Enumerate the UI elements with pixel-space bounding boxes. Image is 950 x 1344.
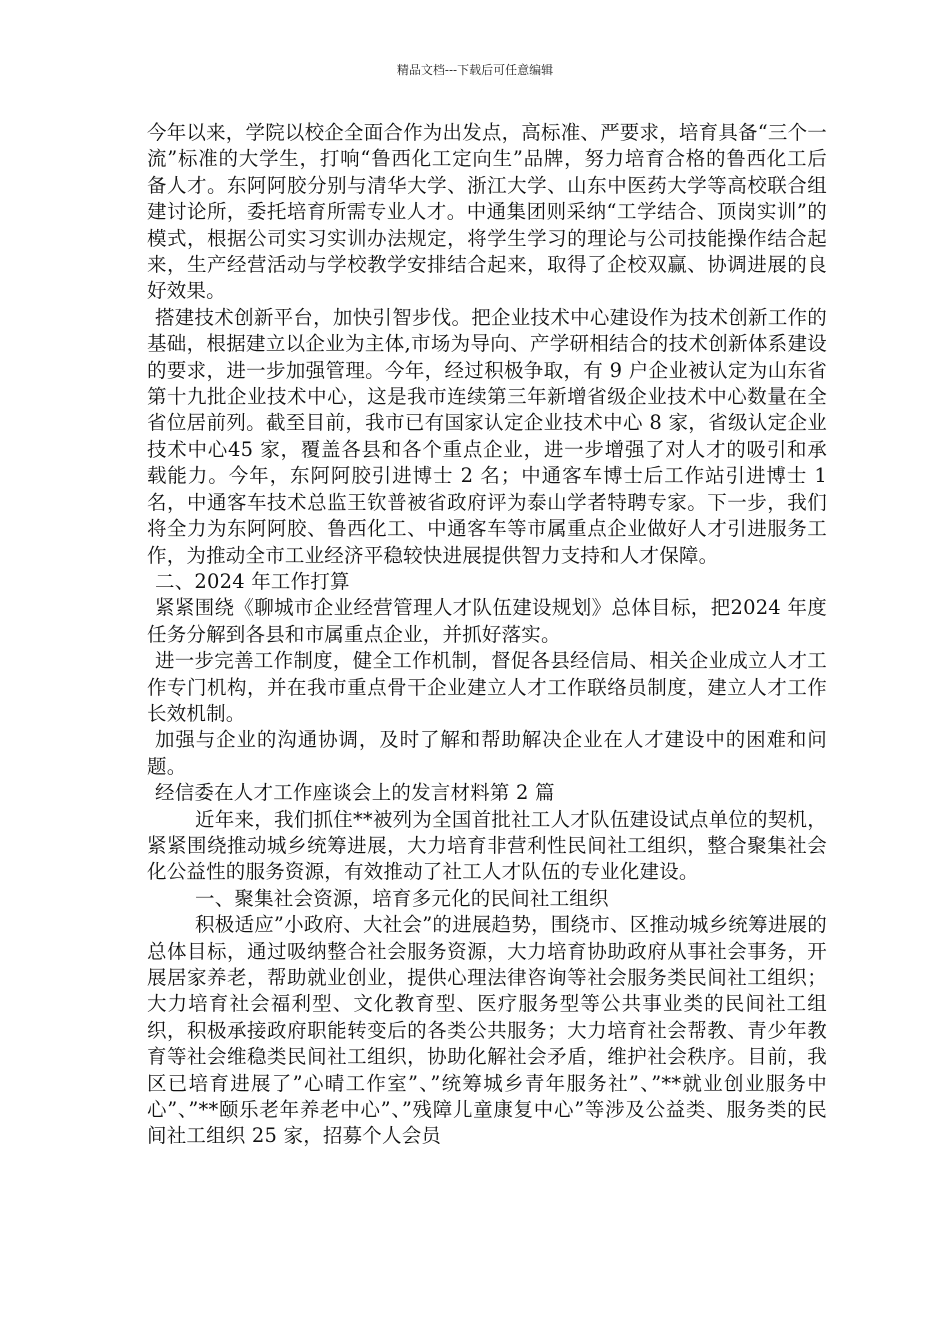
paragraph-part2-intro: 近年来，我们抓住**被列为全国首批社工人才队伍建设试点单位的契机，紧紧围绕推动城乡统筹进展，大力培育非营利性民间社工组织，整合聚集社会化公益性的服务资源，有效推动了社工人才队伍的专业化建设。 bbox=[147, 807, 827, 884]
paragraph-resources: 积极适应”小政府、大社会”的进展趋势，围绕市、区推动城乡统筹进展的总体目标，通过吸纳整合社会服务资源，大力培育协助政府从事社会事务，开展居家养老，帮助就业创业，提供心理法律咨询等社会服务类民间社工组织；大力培育社会福利型、文化教育型、医疗服务型等公共事业类的民间社工组织，积极承接政府职能转变后的各类公共服务；大力培育社会帮教、青少年教育等社会维稳类民间社工组织，协助化解社会矛盾，维护社会秩序。目前，我区已培育进展了”心晴工作室”、”统筹城乡青年服务社”、”**就业创业服务中心”、”**颐乐老年养老中心”、”残障儿童康复中心”等涉及公益类、服务类的民间社工组织 25 家，招募个人会员 bbox=[147, 913, 827, 1148]
paragraph-plan-goal: 紧紧围绕《聊城市企业经营管理人才队伍建设规划》总体目标，把2024 年度任务分解到各县和市属重点企业，并抓好落实。 bbox=[147, 596, 827, 646]
paragraph-intro: 今年以来，学院以校企全面合作为出发点，高标准、严要求，培育具备“三个一流”标准的大学生，打响“鲁西化工定向生”品牌，努力培育合格的鲁西化工后备人才。东阿阿胶分别与清华大学、浙江大学、山东中医药大学等高校联合组建讨论所，委托培育所需专业人才。中通集团则采纳“工学结合、顶岗实训”的模式，根据公司实习实训办法规定，将学生学习的理论与公司技能操作结合起来，生产经营活动与学校教学安排结合起来，取得了企校双赢、协调进展的良好效果。 bbox=[147, 121, 827, 303]
section-heading-resources: 一、聚集社会资源，培育多元化的民间社工组织 bbox=[195, 886, 609, 910]
paragraph-tech-platform: 搭建技术创新平台，加快引智步伐。把企业技术中心建设作为技术创新工作的基础，根据建立以企业为主体,市场为导向、产学研相结合的技术创新体系建设的要求，进一步加强管理。今年，经过积极争取，有 9 户企业被认定为山东省第十九批企业技术中心，这是我市连续第三年新增省级企业技术中心数量在全省位居前列。截至目前，我市已有国家认定企业技术中心 8 家，省级认定企业技术中心45 家，覆盖各县和各个重点企业，进一步增强了对人才的吸引和承载能力。今年，东阿阿胶引进博士 2 名；中通客车博士后工作站引进博士 1 名，中通客车技术总监王钦普被省政府评为泰山学者特聘专家。下一步，我们将全力为东阿阿胶、鲁西化工、中通客车等市属重点企业做好人才引进服务工作，为推动全市工业经济平稳较快进展提供智力支持和人才保障。 bbox=[147, 305, 827, 567]
paragraph-plan-system: 进一步完善工作制度，健全工作机制，督促各县经信局、相关企业成立人才工作专门机构，并在我市重点骨干企业建立人才工作联络员制度，建立人才工作长效机制。 bbox=[147, 649, 827, 725]
section-heading-plan: 二、2024 年工作打算 bbox=[155, 569, 350, 593]
paragraph-plan-communication: 加强与企业的沟通协调，及时了解和帮助解决企业在人才建设中的困难和问题。 bbox=[147, 728, 827, 778]
document-body bbox=[147, 120, 827, 1150]
article-title-part2: 经信委在人才工作座谈会上的发言材料第 2 篇 bbox=[155, 781, 555, 805]
page-header: 精品文档---下载后可任意编辑 bbox=[396, 63, 554, 77]
